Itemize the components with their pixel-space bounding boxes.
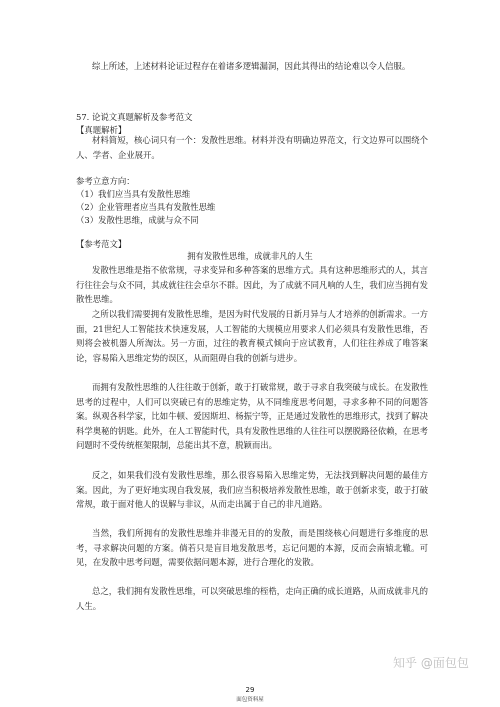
angle-item-1: （1）我们应当具有发散性思维: [76, 189, 191, 199]
angles-header: 参考立意方向：: [76, 176, 135, 186]
angle-item-3: （3）发散性思维，成就与众不同: [76, 215, 199, 225]
essay-paragraph-6: 总之，我们拥有发散性思维，可以突破思维的桎梏，走向正确的成长道路，从而成就非凡的人生。: [76, 586, 428, 611]
angle-item-2: （2）企业管理者应当具有发散性思维: [76, 202, 216, 212]
question-title: 57. 论说文真题解析及参考范文: [76, 112, 193, 122]
essay-paragraph-2: 之所以我们需要拥有发散性思维，是因为时代发展的日新月异与人才培养的创新需求。一方面，21世纪人工智能技术快速发展，人工智能的大规模应用要求人们必须具有发散性思维，否则将会被机器人所淘汰。另一方面，过往的教育模式倾向于应试教育，人们往往养成了唯答案论，容易陷入思维定势的误区，从而阻碍自我的创新与进步。: [76, 309, 428, 363]
essay-title: 拥有发散性思维，成就非凡的人生: [187, 251, 313, 261]
page-number: 29: [245, 686, 255, 694]
summary-paragraph: 综上所述，上述材料论证过程存在着诸多逻辑漏洞，因此其得出的结论难以令人信服。: [92, 61, 411, 71]
watermark: 知乎 @面包包: [393, 656, 469, 670]
analysis-header: 【真题解析】: [76, 125, 127, 135]
essay-header: 【参考范文】: [76, 239, 127, 249]
footer-label: 面包资料屋: [236, 697, 264, 703]
analysis-paragraph: 材料简短，核心词只有一个：发散性思维。材料并没有明确边界范文，行文边界可以围绕个人、学者、企业展开。: [76, 135, 428, 160]
essay-paragraph-4: 反之，如果我们没有发散性思维，那么很容易陷入思维定势，无法找到解决问题的最佳方案。因此，为了更好地实现自我发展，我们应当积极培养发散性思维，敢于创新求变，敢于打破常规，敢于面对他人的误解与非议，从而走出属于自己的非凡道路。: [76, 470, 428, 510]
essay-paragraph-1: 发散性思维是指不依常规，寻求变异和多种答案的思维方式。具有这种思维形式的人，其言行往往会与众不同，其成就往往会卓尔不群。因此，为了成就不同凡响的人生，我们应当拥有发散性思维。: [76, 265, 428, 305]
essay-paragraph-5: 当然，我们所拥有的发散性思维并非漫无目的的发散，而是围绕核心问题进行多维度的思考，寻求解决问题的方案。倘若只是盲目地发散思考，忘记问题的本源，反而会南辕北辙。可见，在发散中思考问题，需要依据问题本源，进行合理化的发散。: [76, 528, 428, 568]
essay-paragraph-3: 而拥有发散性思维的人往往敢于创新，敢于打破常规，敢于寻求自我突破与成长。在发散性思考的过程中，人们可以突破已有的思维定势，从不同维度思考问题，寻求多种不同的问题答案。纵观各科学家，比如牛顿、爱因斯坦、杨振宁等，正是通过发散性的思维形式，找到了解决科学奥秘的钥匙。此外，在人工智能时代，具有发散性思维的人往往可以摆脱路径依赖，在思考问题时不受传统框架限制，总能出其不意，脱颖而出。: [76, 382, 428, 451]
